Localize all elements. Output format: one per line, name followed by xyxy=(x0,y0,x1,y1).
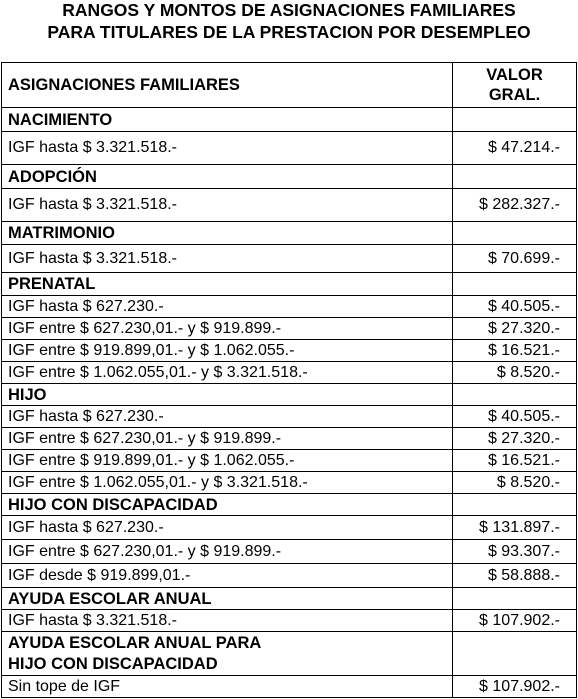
section-row-matrimonio xyxy=(2,222,577,245)
range-label: IGF hasta $ 3.321.518.- xyxy=(2,189,453,222)
section-row-adopcion xyxy=(2,165,577,189)
section-title-line-2: HIJO CON DISCAPACIDAD xyxy=(8,654,218,673)
section-title-line-1: AYUDA ESCOLAR ANUAL PARA xyxy=(8,633,262,652)
column-header-asignaciones: ASIGNACIONES FAMILIARES xyxy=(2,63,453,108)
table-row xyxy=(2,564,577,588)
amount-value: $ 107.902.- xyxy=(453,610,577,632)
range-label: IGF entre $ 919.899,01.- y $ 1.062.055.- xyxy=(2,450,453,472)
range-label: IGF hasta $ 3.321.518.- xyxy=(2,132,453,165)
table-row xyxy=(2,610,577,632)
table-row xyxy=(2,428,577,450)
table-row xyxy=(2,245,577,273)
section-title: HIJO CON DISCAPACIDAD xyxy=(2,494,453,516)
table-header-row xyxy=(2,63,577,108)
range-label: IGF entre $ 1.062.055,01.- y $ 3.321.518.- xyxy=(2,472,453,494)
amount-value: $ 107.902.- xyxy=(453,676,577,698)
amount-value: $ 27.320.- xyxy=(453,428,577,450)
section-row-ayuda-escolar-anual xyxy=(2,588,577,610)
amount-value: $ 40.505.- xyxy=(453,296,577,318)
range-label: Sin tope de IGF xyxy=(2,676,453,698)
table-row xyxy=(2,406,577,428)
range-label: IGF hasta $ 627.230.- xyxy=(2,296,453,318)
allowances-table xyxy=(1,62,577,698)
section-title: MATRIMONIO xyxy=(2,222,453,245)
table-row xyxy=(2,318,577,340)
range-label: IGF hasta $ 627.230.- xyxy=(2,406,453,428)
amount-value: $ 40.505.- xyxy=(453,406,577,428)
table-row xyxy=(2,340,577,362)
range-label: IGF entre $ 919.899,01.- y $ 1.062.055.- xyxy=(2,340,453,362)
table-row xyxy=(2,132,577,165)
section-title: HIJO xyxy=(2,384,453,406)
table-row xyxy=(2,516,577,540)
range-label: IGF entre $ 627.230,01.- y $ 919.899.- xyxy=(2,428,453,450)
amount-value: $ 27.320.- xyxy=(453,318,577,340)
amount-value: $ 8.520.- xyxy=(453,362,577,384)
section-title: PRENATAL xyxy=(2,273,453,296)
amount-value: $ 8.520.- xyxy=(453,472,577,494)
amount-value: $ 282.327.- xyxy=(453,189,577,222)
page-title-line-1: RANGOS Y MONTOS DE ASIGNACIONES FAMILIARES xyxy=(62,0,516,20)
table-row xyxy=(2,450,577,472)
section-title: ADOPCIÓN xyxy=(2,165,453,189)
amount-value: $ 70.699.- xyxy=(453,245,577,273)
column-header-valor-line-2: GRAL. xyxy=(488,86,541,104)
page-title-line-2: PARA TITULARES DE LA PRESTACION POR DESEMPLEO xyxy=(47,22,531,42)
range-label: IGF desde $ 919.899,01.- xyxy=(2,564,453,588)
column-header-valor xyxy=(453,63,577,108)
range-label: IGF hasta $ 3.321.518.- xyxy=(2,245,453,273)
table-row xyxy=(2,296,577,318)
amount-value: $ 47.214.- xyxy=(453,132,577,165)
section-row-prenatal xyxy=(2,273,577,296)
section-row-ayuda-escolar-discapacidad xyxy=(2,632,577,676)
amount-value: $ 58.888.- xyxy=(453,564,577,588)
section-title xyxy=(2,632,453,676)
amount-value: $ 93.307.- xyxy=(453,540,577,564)
section-row-hijo xyxy=(2,384,577,406)
table-row xyxy=(2,676,577,698)
amount-value: $ 131.897.- xyxy=(453,516,577,540)
section-row-nacimiento xyxy=(2,108,577,132)
section-row-hijo-con-discapacidad xyxy=(2,494,577,516)
range-label: IGF hasta $ 3.321.518.- xyxy=(2,610,453,632)
section-title: NACIMIENTO xyxy=(2,108,453,132)
range-label: IGF hasta $ 627.230.- xyxy=(2,516,453,540)
range-label: IGF entre $ 1.062.055,01.- y $ 3.321.518.- xyxy=(2,362,453,384)
table-row xyxy=(2,362,577,384)
column-header-valor-line-1: VALOR xyxy=(486,66,543,84)
range-label: IGF entre $ 627.230,01.- y $ 919.899.- xyxy=(2,318,453,340)
range-label: IGF entre $ 627.230,01.- y $ 919.899.- xyxy=(2,540,453,564)
table-row xyxy=(2,472,577,494)
section-title: AYUDA ESCOLAR ANUAL xyxy=(2,588,453,610)
table-row xyxy=(2,189,577,222)
amount-value: $ 16.521.- xyxy=(453,340,577,362)
amount-value: $ 16.521.- xyxy=(453,450,577,472)
table-row xyxy=(2,540,577,564)
